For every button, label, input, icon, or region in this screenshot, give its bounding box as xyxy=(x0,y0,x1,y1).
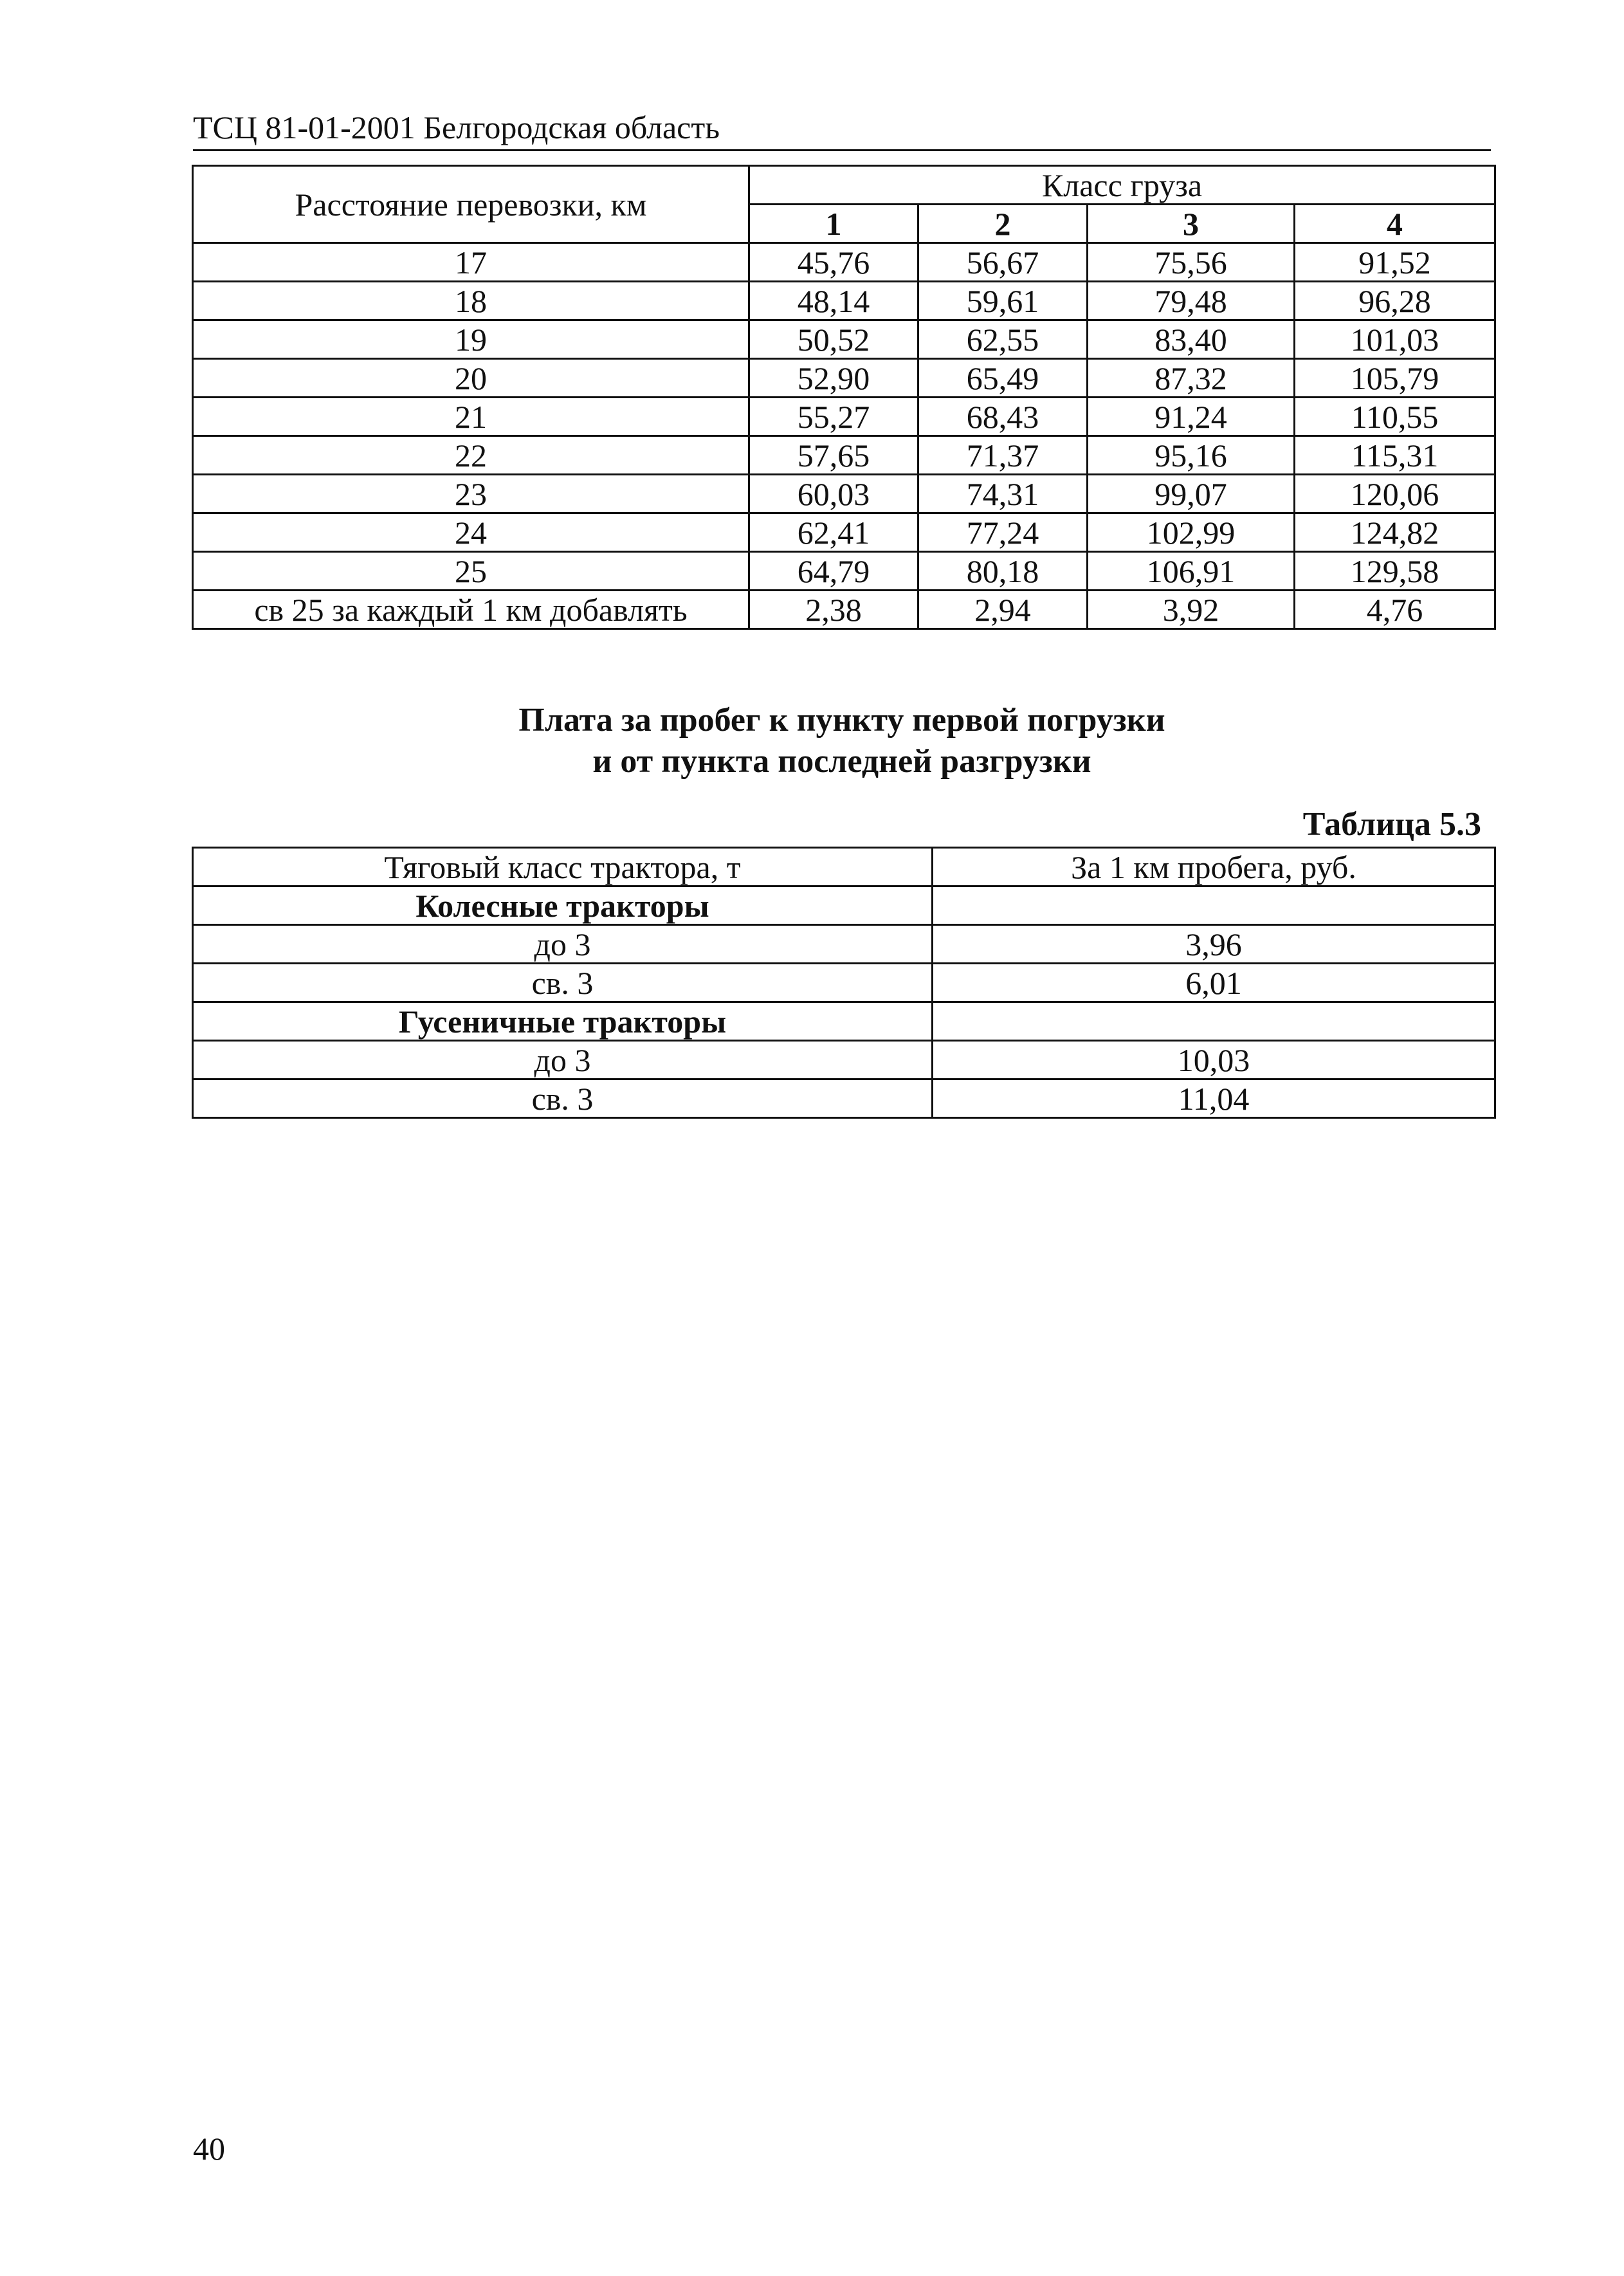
group-label: Гусеничные тракторы xyxy=(193,1002,933,1041)
table-row xyxy=(193,282,1495,320)
distance-column-header: Расстояние перевозки, км xyxy=(193,166,749,243)
rate-cell: 65,49 xyxy=(918,359,1088,398)
rate-cell: 64,79 xyxy=(749,552,918,591)
rate-cell: 3,92 xyxy=(1088,591,1295,629)
table-row xyxy=(193,475,1495,513)
class-cell: св. 3 xyxy=(193,1079,933,1118)
empty-cell xyxy=(933,886,1495,925)
rate-cell: 11,04 xyxy=(933,1079,1495,1118)
section-title-line-1: Плата за пробег к пункту первой погрузки xyxy=(518,702,1165,739)
rate-cell: 74,31 xyxy=(918,475,1088,513)
rate-cell: 56,67 xyxy=(918,243,1088,282)
rate-cell: 2,94 xyxy=(918,591,1088,629)
rate-cell: 55,27 xyxy=(749,398,918,436)
table-row xyxy=(193,320,1495,359)
rate-cell: 79,48 xyxy=(1088,282,1295,320)
table-row xyxy=(193,243,1495,282)
table-number: Таблица 5.3 xyxy=(1302,806,1481,843)
rate-cell: 59,61 xyxy=(918,282,1088,320)
rate-cell: 101,03 xyxy=(1295,320,1495,359)
group-label: Колесные тракторы xyxy=(193,886,933,925)
cargo-class-group-header: Класс груза xyxy=(749,166,1495,205)
table-row xyxy=(193,1079,1495,1118)
distance-cell: 20 xyxy=(193,359,749,398)
class-header: 3 xyxy=(1088,205,1295,243)
rate-cell: 115,31 xyxy=(1295,436,1495,475)
rate-cell: 6,01 xyxy=(933,964,1495,1002)
rate-cell: 3,96 xyxy=(933,925,1495,964)
distance-cell: 18 xyxy=(193,282,749,320)
rate-cell: 62,41 xyxy=(749,513,918,552)
rate-cell: 80,18 xyxy=(918,552,1088,591)
distance-cell: 22 xyxy=(193,436,749,475)
rate-cell: 106,91 xyxy=(1088,552,1295,591)
class-header: 4 xyxy=(1295,205,1495,243)
page-number: 40 xyxy=(193,2131,225,2167)
rate-cell: 102,99 xyxy=(1088,513,1295,552)
rate-cell: 2,38 xyxy=(749,591,918,629)
rate-cell: 57,65 xyxy=(749,436,918,475)
distance-cell: 19 xyxy=(193,320,749,359)
rate-cell: 91,24 xyxy=(1088,398,1295,436)
table-row xyxy=(193,591,1495,629)
freight-rate-table xyxy=(192,165,1496,630)
rate-cell: 10,03 xyxy=(933,1041,1495,1079)
table-row xyxy=(193,359,1495,398)
rate-per-km-header: За 1 км пробега, руб. xyxy=(933,848,1495,886)
distance-cell: св 25 за каждый 1 км добавлять xyxy=(193,591,749,629)
rate-cell: 60,03 xyxy=(749,475,918,513)
class-cell: до 3 xyxy=(193,925,933,964)
section-title-line-2: и от пункта последней разгрузки xyxy=(592,743,1091,780)
rate-cell: 71,37 xyxy=(918,436,1088,475)
page-header: ТСЦ 81-01-2001 Белгородская область xyxy=(193,108,1491,151)
rate-cell: 62,55 xyxy=(918,320,1088,359)
traction-class-header: Тяговый класс трактора, т xyxy=(193,848,933,886)
class-cell: св. 3 xyxy=(193,964,933,1002)
rate-cell: 83,40 xyxy=(1088,320,1295,359)
rate-cell: 77,24 xyxy=(918,513,1088,552)
table-header-row xyxy=(193,848,1495,886)
rate-cell: 120,06 xyxy=(1295,475,1495,513)
distance-cell: 25 xyxy=(193,552,749,591)
table-header-row xyxy=(193,166,1495,205)
class-header: 1 xyxy=(749,205,918,243)
group-row xyxy=(193,886,1495,925)
class-header: 2 xyxy=(918,205,1088,243)
rate-cell: 4,76 xyxy=(1295,591,1495,629)
class-cell: до 3 xyxy=(193,1041,933,1079)
distance-cell: 23 xyxy=(193,475,749,513)
table-row xyxy=(193,513,1495,552)
empty-cell xyxy=(933,1002,1495,1041)
table-row xyxy=(193,552,1495,591)
distance-cell: 17 xyxy=(193,243,749,282)
rate-cell: 105,79 xyxy=(1295,359,1495,398)
rate-cell: 45,76 xyxy=(749,243,918,282)
rate-cell: 75,56 xyxy=(1088,243,1295,282)
rate-cell: 95,16 xyxy=(1088,436,1295,475)
table-row xyxy=(193,436,1495,475)
rate-cell: 52,90 xyxy=(749,359,918,398)
group-row xyxy=(193,1002,1495,1041)
table-row xyxy=(193,398,1495,436)
rate-cell: 124,82 xyxy=(1295,513,1495,552)
distance-cell: 24 xyxy=(193,513,749,552)
table-row xyxy=(193,964,1495,1002)
distance-cell: 21 xyxy=(193,398,749,436)
rate-cell: 91,52 xyxy=(1295,243,1495,282)
rate-cell: 110,55 xyxy=(1295,398,1495,436)
rate-cell: 87,32 xyxy=(1088,359,1295,398)
rate-cell: 68,43 xyxy=(918,398,1088,436)
rate-cell: 129,58 xyxy=(1295,552,1495,591)
rate-cell: 99,07 xyxy=(1088,475,1295,513)
table-row xyxy=(193,1041,1495,1079)
rate-cell: 96,28 xyxy=(1295,282,1495,320)
table-row xyxy=(193,925,1495,964)
tractor-mileage-table xyxy=(192,847,1496,1119)
rate-cell: 48,14 xyxy=(749,282,918,320)
rate-cell: 50,52 xyxy=(749,320,918,359)
